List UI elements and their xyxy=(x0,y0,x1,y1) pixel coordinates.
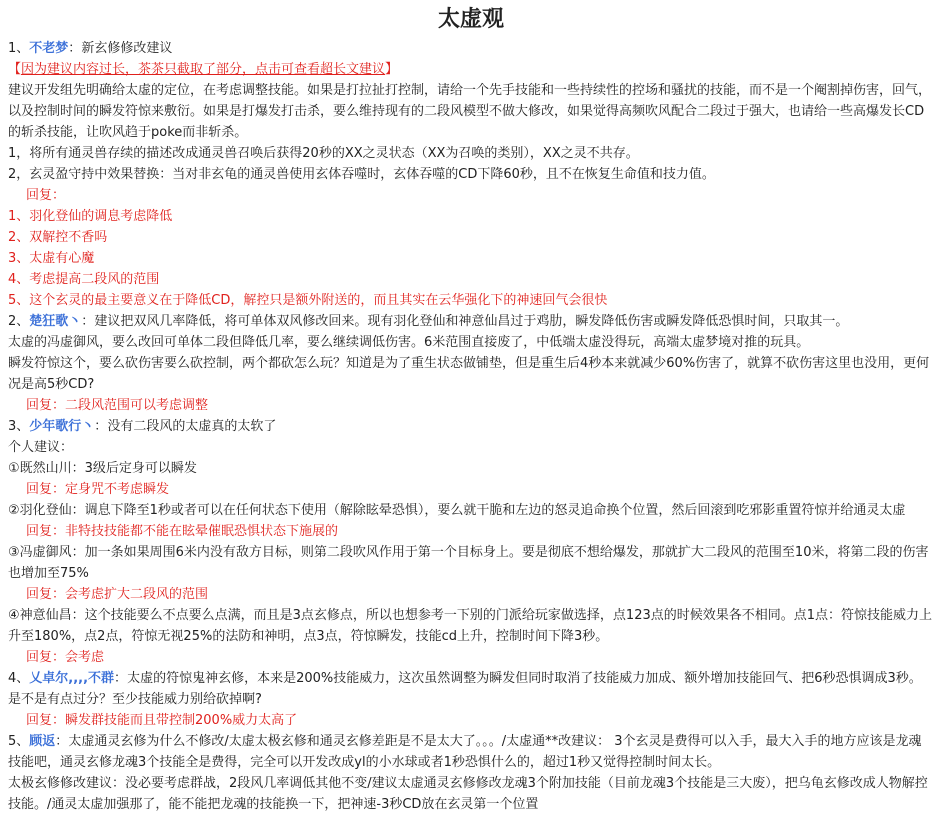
reply-text: 定身咒不考虑瞬发 xyxy=(65,482,170,497)
view-full-suggestion-link[interactable]: 因为建议内容过长，茶茶只截取了部分，点击可查看超长文建议 xyxy=(21,62,386,77)
suggestion-number: 2、 xyxy=(8,314,30,329)
suggestion-body: 建议开发组先明确给太虚的定位，在考虑调整技能。如果是打拉扯打控制，请给一个先手技能和一些持续性的控场和骚扰的技能，而不是一个阉割掉伤害，回气，以及控制时间的瞬发符惊来敷衍。如果是打爆发打击杀，要么维持现有的二段风模型不做大修改，如果觉得高频吹风配合二段过于强大，也请给一些高爆发长CD的斩杀技能，让吹风趋于poke而非斩杀。 xyxy=(8,83,932,140)
username[interactable]: 顾返 xyxy=(29,734,56,749)
suggestion-body: 瞬发符惊这个，要么砍伤害要么砍控制，两个都砍怎么玩？知道是为了重生状态做铺垫，但是重生后4秒本来就减少60%伤害了，就算不砍伤害这里也没用，更何况是高5秒CD? xyxy=(8,356,930,392)
reply-item: 1、羽化登仙的调息考虑降低 xyxy=(8,209,173,224)
reply-item: 5、这个玄灵的最主要意义在于降低CD，解控只是额外附送的，而且其实在云华强化下的神速回气会很快 xyxy=(8,293,608,308)
suggestion-header xyxy=(8,668,934,710)
colon: ： xyxy=(94,419,108,434)
reply-label: 回复： xyxy=(26,482,66,497)
reply-item: 3、太虚有心魔 xyxy=(8,251,95,266)
username[interactable]: 不老梦 xyxy=(29,41,69,56)
suggestion-point: 1，将所有通灵兽存续的描述改成通灵兽召唤后获得20秒的XX之灵状态（XX为召唤的类别），XX之灵不共存。 xyxy=(8,146,639,161)
suggestion-point: ①既然山川：3级后定身可以瞬发 xyxy=(8,461,197,476)
reply xyxy=(8,584,934,605)
suggestion-body: 太虚的冯虚御风，要么改回可单体二段但降低几率，要么继续调低伤害。6米范围直接废了，中低端太虚没得玩，高端太虚梦境对推的玩具。 xyxy=(8,335,810,350)
colon: ： xyxy=(55,734,69,749)
reply-label: 回复： xyxy=(26,524,66,539)
suggestion-2 xyxy=(8,311,934,416)
suggestion-title: 新玄修修改建议 xyxy=(81,41,173,56)
reply-item: 2、双解控不香吗 xyxy=(8,230,108,245)
reply-label: 回复： xyxy=(26,188,66,203)
suggestion-text: 没有二段风的太虚真的太软了 xyxy=(107,419,277,434)
username[interactable]: 楚狂歌丶 xyxy=(29,314,82,329)
suggestion-5 xyxy=(8,731,934,815)
reply xyxy=(8,521,934,542)
suggestion-text: 太虚的符惊鬼神玄修，本来是200%技能威力，这次虽然调整为瞬发但同时取消了技能威力加成、额外增加技能回气、把6秒恐惧调成3秒。是不是有点过分？至少技能威力别给砍掉啊? xyxy=(8,671,922,707)
reply-item: 4、考虑提高二段风的范围 xyxy=(8,272,160,287)
truncation-notice xyxy=(8,59,934,80)
suggestion-3 xyxy=(8,416,934,668)
suggestion-4 xyxy=(8,668,934,731)
colon: ： xyxy=(68,41,82,56)
suggestion-text: 建议把双风几率降低，将可单体双风修改回来。现有羽化登仙和神意仙昌过于鸡肋，瞬发降低伤害或瞬发降低恐惧时间，只取其一。 xyxy=(94,314,849,329)
reply-label: 回复： xyxy=(26,587,66,602)
reply xyxy=(8,395,934,416)
suggestion-text: 太虚通灵玄修为什么不修改/太虚太极玄修和通灵玄修差距是不是太大了。。。/太虚通**改建议： 3个玄灵是费得可以入手，最大入手的地方应该是龙魂技能吧，通灵玄修龙魂3个技能全是费得，完全可以开发改成yl的小水球或者1秒恐惧什么的，超过1秒又觉得控制时间太长。 xyxy=(8,734,922,770)
reply-text: 会考虑 xyxy=(65,650,105,665)
reply-label: 回复： xyxy=(26,398,66,413)
suggestion-number: 1、 xyxy=(8,41,30,56)
suggestion-1 xyxy=(8,38,934,311)
username[interactable]: 少年歌行丶 xyxy=(29,419,95,434)
suggestion-point: ②羽化登仙：调息下降至1秒或者可以在任何状态下使用（解除眩晕恐惧），要么就干脆和左边的怒灵追命换个位置，然后回滚到吃邪影重置符惊并给通灵太虚 xyxy=(8,503,906,518)
username[interactable]: 乂卓尔,,,,不群 xyxy=(29,671,115,686)
colon: ： xyxy=(81,314,95,329)
page-title: 太虚观 xyxy=(437,7,504,32)
suggestion-point: ③冯虚御风：加一条如果周围6米内没有敌方目标，则第二段吹风作用于第一个目标身上。要是彻底不想给爆发，那就扩大二段风的范围至10米，将第二段的伤害也增加至75% xyxy=(8,545,929,581)
suggestion-number: 3、 xyxy=(8,419,30,434)
colon: ： xyxy=(114,671,128,686)
reply-text: 会考虑扩大二段风的范围 xyxy=(65,587,209,602)
bracket-close: 】 xyxy=(385,62,399,77)
reply xyxy=(8,710,934,731)
reply-label: 回复： xyxy=(26,650,66,665)
suggestion-number: 4、 xyxy=(8,671,30,686)
reply xyxy=(8,647,934,668)
suggestion-header xyxy=(8,731,934,773)
reply xyxy=(8,479,934,500)
reply-label: 回复： xyxy=(26,713,66,728)
suggestion-number: 5、 xyxy=(8,734,30,749)
reply-text: 二段风范围可以考虑调整 xyxy=(65,398,209,413)
suggestion-point: 2，玄灵盈守持中效果替换：当对非玄龟的通灵兽使用玄体吞噬时，玄体吞噬的CD下降60秒，且不在恢复生命值和技力值。 xyxy=(8,167,715,182)
reply-text: 非特技技能都不能在眩晕催眠恐惧状态下施展的 xyxy=(65,524,339,539)
suggestion-intro: 个人建议： xyxy=(8,440,74,455)
reply-text: 瞬发群技能而且带控制200%威力太高了 xyxy=(65,713,298,728)
bracket-open: 【 xyxy=(8,62,22,77)
suggestion-header xyxy=(8,311,934,332)
suggestion-header xyxy=(8,416,934,437)
suggestion-point: ④神意仙昌：这个技能要么不点要么点满，而且是3点玄修点，所以也想参考一下别的门派给玩家做选择，点123点的时候效果各不相同。点1点：符惊技能威力上升至180%，点2点，符惊无视25%的法防和神明，点3点，符惊瞬发，技能cd上升，控制时间下降3秒。 xyxy=(8,608,933,644)
suggestion-body: 太极玄修修改建议：没必要考虑群战，2段风几率调低其他不变/建议太虚通灵玄修修改龙魂3个附加技能（目前龙魂3个技能是三大废），把乌龟玄修改成人物解控技能。/通灵太虚加强那了，能不能把龙魂的技能换一下，把神速-3秒CD放在玄灵第一个位置 xyxy=(8,776,928,812)
suggestion-header xyxy=(8,38,934,59)
